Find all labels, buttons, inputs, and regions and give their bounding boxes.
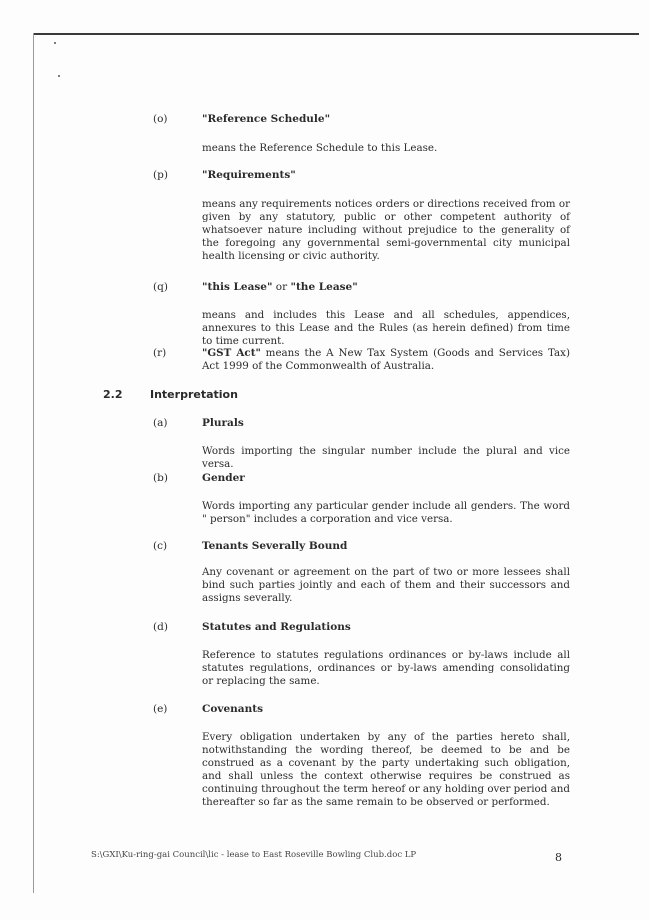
page-number: 8	[555, 851, 562, 864]
subitem-text-gender: Words importing any particular gender include all genders. The word " person" includes a corporation and vice versa.	[202, 500, 570, 525]
item-label-o: (o)	[153, 113, 168, 125]
definition-gst-act-text: means the A New Tax System (Goods and Services Tax) Act 1999 of the Commonwealth of Australia.	[202, 347, 570, 372]
definition-this-lease: means and includes this Lease and all schedules, appendices, annexures to this Lease and the Rules (as herein defined) from time to time current.	[202, 309, 570, 347]
subitem-title-gender: Gender	[202, 472, 245, 484]
subitem-title-tenants: Tenants Severally Bound	[202, 540, 348, 552]
term-or: or	[272, 281, 291, 293]
subitem-label-b: (b)	[153, 472, 168, 484]
section-title: Interpretation	[150, 388, 238, 401]
item-label-r: (r)	[153, 347, 167, 359]
subitem-title-covenants: Covenants	[202, 703, 263, 715]
scan-speck	[58, 75, 60, 77]
subitem-title-plurals: Plurals	[202, 417, 244, 429]
subitem-text-covenants: Every obligation undertaken by any of the parties hereto shall, notwithstanding the wording thereof, be deemed to be and be construed as a covenant by the party undertaking such obligation, and shall unless the context otherwise requires be construed as continuing throughout the term hereof or any holding over period and thereafter so far as the same remain to be observed or performed.	[202, 731, 570, 808]
term-requirements: "Requirements"	[202, 169, 296, 181]
subitem-label-d: (d)	[153, 621, 168, 633]
term-this-lease-a: "this Lease"	[202, 281, 273, 293]
definition-reference-schedule: means the Reference Schedule to this Lease.	[202, 142, 438, 154]
term-this-lease-b: "the Lease"	[290, 281, 358, 293]
subitem-text-plurals: Words importing the singular number include the plural and vice versa.	[202, 445, 570, 470]
subitem-label-c: (c)	[153, 540, 168, 552]
scan-speck	[54, 42, 56, 44]
term-this-lease	[202, 280, 358, 294]
item-label-q: (q)	[153, 281, 168, 293]
page-top-border	[34, 33, 639, 35]
term-gst-act: "GST Act"	[202, 347, 261, 359]
section-number: 2.2	[103, 388, 123, 401]
subitem-label-e: (e)	[153, 703, 168, 715]
definition-gst-act	[202, 347, 570, 373]
item-label-p: (p)	[153, 169, 168, 181]
page-left-border	[33, 33, 34, 893]
subitem-label-a: (a)	[153, 417, 168, 429]
term-reference-schedule: "Reference Schedule"	[202, 113, 331, 125]
subitem-text-statutes: Reference to statutes regulations ordinances or by-laws include all statutes regulations, ordinances or by-laws amending consolidating or replacing the same.	[202, 649, 570, 687]
definition-requirements: means any requirements notices orders or directions received from or given by any statutory, public or other competent authority of whatsoever nature including without prejudice to the generality of the foregoing any governmental semi-governmental city municipal health licensing or civic authority.	[202, 198, 570, 262]
footer-file-path: S:\GXI\Ku-ring-gai Council\lic - lease to East Roseville Bowling Club.doc LP	[91, 850, 417, 860]
subitem-title-statutes: Statutes and Regulations	[202, 621, 351, 633]
subitem-text-tenants: Any covenant or agreement on the part of two or more lessees shall bind such parties jointly and each of them and their successors and assigns severally.	[202, 566, 570, 604]
